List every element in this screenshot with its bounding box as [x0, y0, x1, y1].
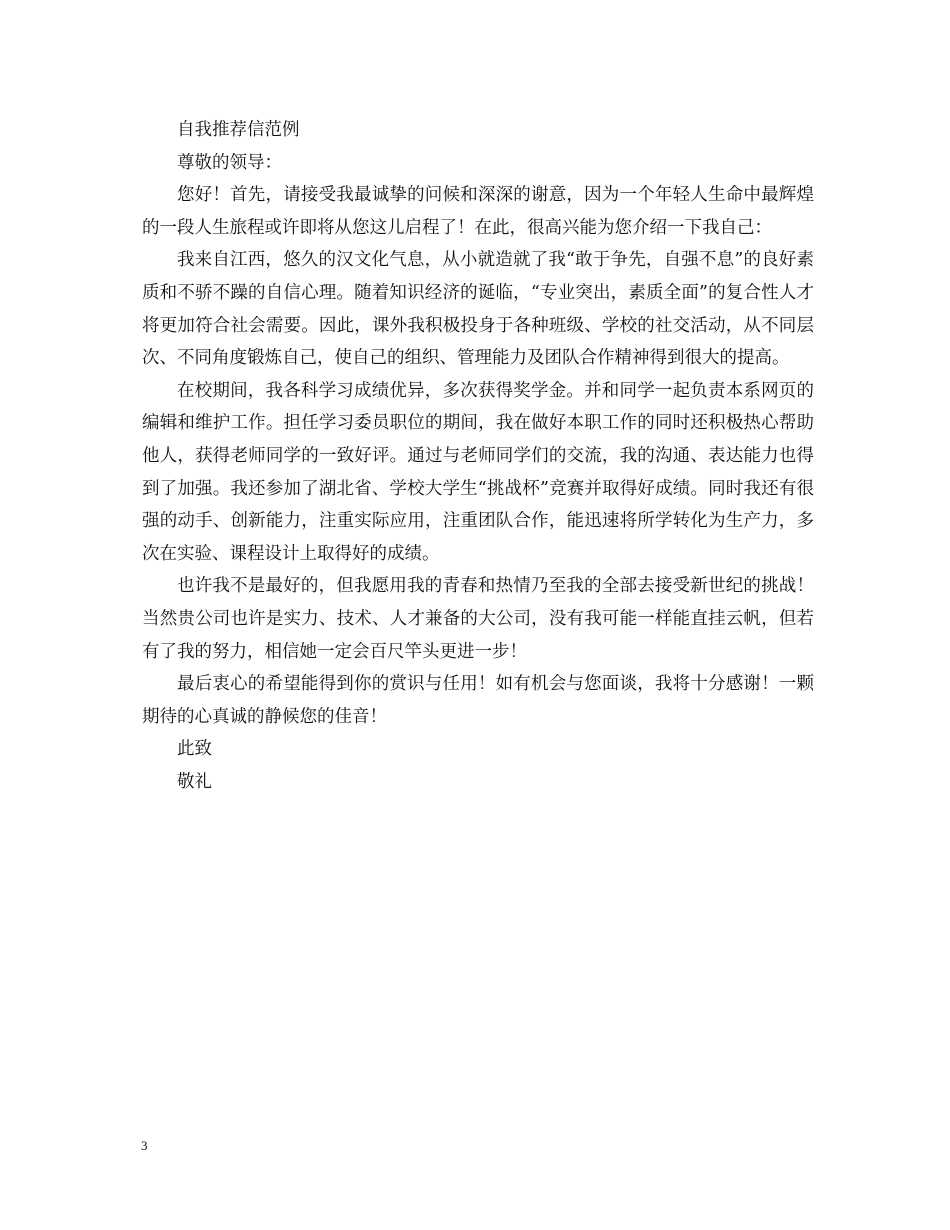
letter-paragraph-aspiration: 也许我不是最好的，但我愿用我的青春和热情乃至我的全部去接受新世纪的挑战！当然贵公司也许是实力、技术、人才兼备的大公司，没有我可能一样能直挂云帆，但若有了我的努力，相信她一定会百尺竿头更进一步！: [142, 576, 814, 662]
page-number: 3: [141, 1138, 148, 1153]
letter-paragraph-school: 在校期间，我各科学习成绩优异，多次获得奖学金。并和同学一起负责本系网页的编辑和维护工作。担任学习委员职位的期间，我在做好本职工作的同时还积极热心帮助他人，获得老师同学的一致好评。通过与老师同学们的交流，我的沟通、表达能力也得到了加强。我还参加了湖北省、学校大学生“挑战杯”竞赛并取得好成绩。同时我还有很强的动手、创新能力，注重实际应用，注重团队合作，能迅速将所学转化为生产力，多次在实验、课程设计上取得好的成绩。: [142, 380, 814, 564]
letter-salutation: 尊敬的领导：: [177, 152, 282, 173]
letter-closing-jing-li: 敬礼: [177, 771, 212, 792]
letter-title: 自我推荐信范例: [177, 120, 300, 140]
letter-paragraph-closing: 最后衷心的希望能得到你的赏识与任用！如有机会与您面谈，我将十分感谢！一颗期待的心真诚的静候您的佳音！: [142, 674, 814, 727]
letter-closing-ci-zhi: 此致: [177, 739, 212, 760]
letter-paragraph-background: 我来自江西，悠久的汉文化气息，从小就造就了我“敢于争先，自强不息”的良好素质和不骄不躁的自信心理。随着知识经济的诞临，“专业突出，素质全面”的复合性人才将更加符合社会需要。因此，课外我积极投身于各种班级、学校的社交活动，从不同层次、不同角度锻炼自己，使自己的组织、管理能力及团队合作精神得到很大的提高。: [142, 250, 814, 369]
letter-paragraph-greeting: 您好！首先，请接受我最诚挚的问候和深深的谢意，因为一个年轻人生命中最辉煌的一段人生旅程或许即将从您这儿启程了！在此，很高兴能为您介绍一下我自己：: [142, 185, 814, 238]
letter-body: [142, 114, 814, 798]
